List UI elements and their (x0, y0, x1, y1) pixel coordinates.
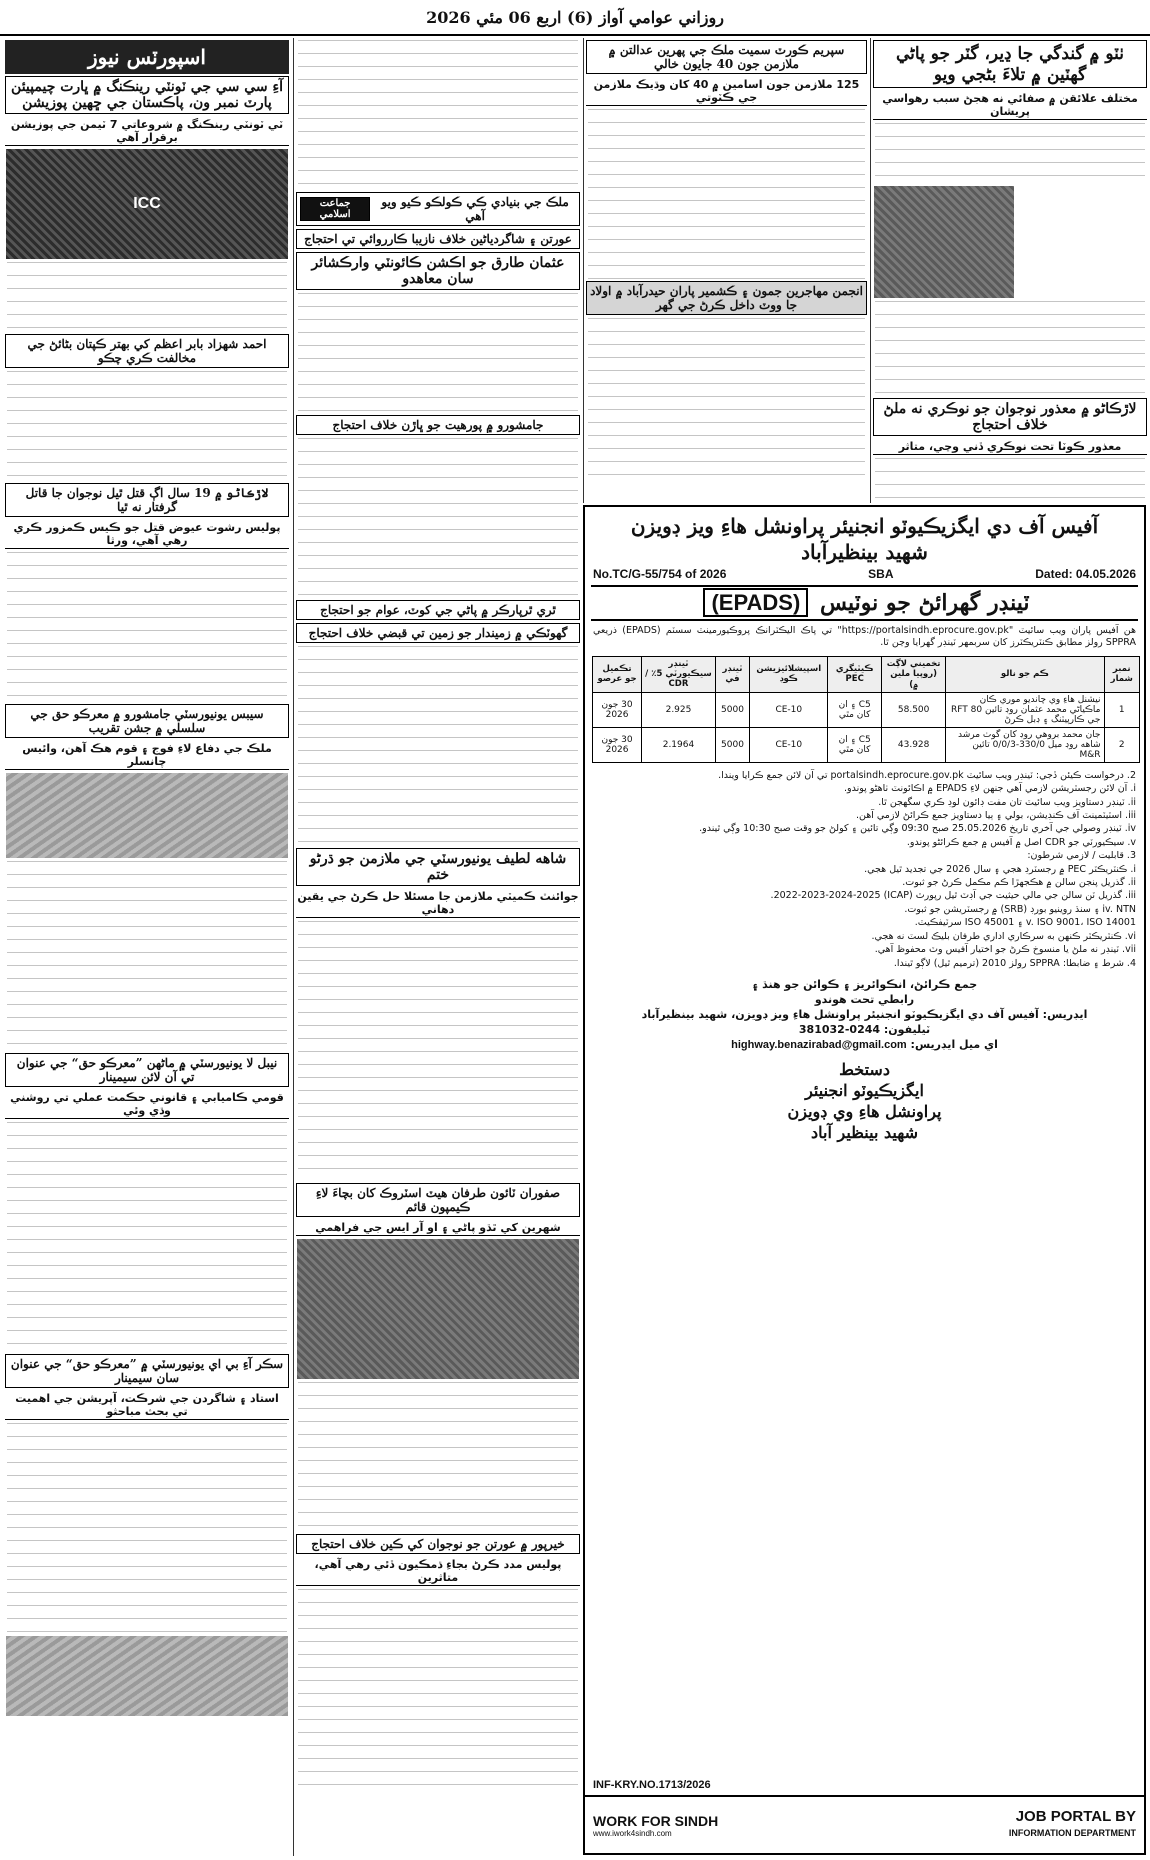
subheadline-khairpur: پوليس مدد ڪرڻ بجاءِ ڌمڪيون ڏئي رهي آهي، متاثرين (296, 1557, 580, 1586)
tender-table-header-cell: نمبر شمار (1104, 656, 1140, 692)
tender-term-item: iv. ٽينڊر وصولي جي آخري تاريخ 25.05.2026 صبح 09:30 وڳي تائين ۽ کولڻ جو وقت صبح 10:30 وڳي ٿيندو. (699, 823, 1136, 835)
headline-usman-tariq (296, 252, 580, 290)
job-portal-text: JOB PORTAL BY (1015, 1808, 1136, 1825)
tender-table-cell: 5000 (715, 727, 749, 762)
photo-drainage (874, 186, 1014, 298)
tender-sign-line2: پراونشل هاءِ وي ڊويزن (787, 1101, 942, 1121)
headline-shah-latif-staff: شاهه لطيف يونيورسٽي جي ملازمن جو ڌرڻو ختم (296, 848, 580, 886)
article-text (298, 1589, 578, 1789)
headline-larkana-murder: لاڙڪاڻو ۾ 19 سال اڳ قتل ٿيل نوجوان جا قاتل گرفتار نه ٿيا (5, 483, 289, 517)
article-text (298, 646, 578, 846)
article-text (298, 293, 578, 413)
tender-intro: هن آفيس پاران ويب سائيٽ "https://portalsindh.eprocure.gov.pk" تي پاڪ اليڪٽرانڪ پروڪيورمينٽ سسٽم (EPADS) ذريعي SPPRA رولز مطابق ڪنٽريڪٽرز کان سربمهر ٽينڊر گهرايا وڃن ٿا. (593, 625, 1136, 649)
article-text (588, 318, 865, 478)
tender-table-cell: جان محمد بروهي روڊ کان گوٺ مرشد شاهه روڊ ميل 330/0-0/0/3 تائين M&R (946, 727, 1104, 762)
tender-email-label: اي ميل ايڊريس: (910, 1037, 998, 1051)
tender-sign-line3: شهيد بينظير آباد (811, 1122, 918, 1142)
tender-term-item: i. آن لائن رجسٽريشن لازمي آهي جنهن لاءِ EPADS ۾ اڪائونٽ ٺاهڻو پوندو. (844, 783, 1136, 795)
tender-table-cell: 58.500 (881, 692, 945, 727)
tender-signature (585, 1059, 1144, 1143)
tender-ref-no: No.TC/G-55/754 of 2026 (593, 567, 727, 581)
headline-usman-line1: عثمان طارق جو اڪشن ڪائونٽي وارڪشائر (311, 255, 565, 271)
tender-term-item: v. سيڪيورٽي جو CDR اصل ۾ آفيس ۾ جمع ڪرائڻو پوندو. (906, 836, 1136, 848)
headline-women-protest: عورتن ۽ شاگردياڻين خلاف نازيبا ڪارروائي تي احتجاج (296, 229, 580, 249)
tender-sba: SBA (868, 567, 894, 581)
article-text (7, 1122, 287, 1352)
column-middle (293, 38, 582, 1856)
headline-ghotki-land: گهوٽڪي ۾ زميندار جو زمين تي قبضي خلاف احتجاج (296, 623, 580, 643)
tender-office-line2: شهيد بينظيرآباد (801, 540, 928, 564)
tender-email (585, 1037, 1144, 1053)
tender-term-item: 3. قابليت / لازمي شرطون: (1027, 850, 1136, 862)
photo-heatstroke-camp (297, 1239, 579, 1379)
tender-table-header-cell: اسپيشلائيزيشن ڪوڊ (750, 656, 828, 692)
tender-table (592, 656, 1140, 763)
photo-cricket-team (6, 149, 288, 259)
tender-sign-label: دستخط (839, 1059, 890, 1079)
tender-term-item: vii. ٽينڊر نه ملڻ يا منسوخ ڪرڻ جو اختيار آفيس وٽ محفوظ آهي. (874, 944, 1136, 956)
subheadline-sbbu: ملڪ جي دفاع لاءِ فوج ۽ قوم هڪ آهن، وائيس چانسلر (5, 741, 289, 770)
article-text (7, 552, 287, 702)
tender-office-line1: آفيس آف دي ايگزيڪيوٽو انجنيئر پراونشل هاءِ ويز ڊويزن (630, 514, 1099, 538)
subheadline-sukkur-iba: استاد ۽ شاگردن جي شرڪت، آپريشن جي اهميت تي بحث مباحثو (5, 1391, 289, 1420)
headline-muhajir-line1: انجمن مهاجرين جمون ۽ ڪشمير پاران حيدرآباد ۾ اولاد (590, 284, 863, 298)
tender-office (585, 513, 1144, 565)
tender-term-item: ii. گذريل پنجن سالن ۾ هڪجهڙا ڪم مڪمل ڪرڻ جو ثبوت. (902, 877, 1136, 889)
tender-table-header-cell: ٽينڊر سيڪيورٽي 5٪ / CDR (642, 656, 716, 692)
headline-country-basis: ملڪ جي بنيادي ڪي ڪولڪو ڪيو ويو آهي (381, 195, 569, 223)
subheadline-larkana-murder: پوليس رشوت عيوض قتل جو ڪيس ڪمزور ڪري رهي آهي، ورثا (5, 520, 289, 549)
article-text (7, 262, 287, 332)
subheadline-shah-latif: جوائنٽ ڪميٽي ملازمن جا مسئلا حل ڪرڻ جي يقين دهاني (297, 890, 579, 916)
tender-table-body (593, 692, 1140, 762)
tender-term-item: v. ISO 9001، ISO 14001 ۽ ISO 45001 سرٽيفڪيٽ. (914, 917, 1136, 929)
headline-safoora-heatstroke: صفوران ٽائون طرفان هيٽ اسٽروڪ کان بچاءَ لاءِ ڪيمپون قائم (296, 1183, 580, 1217)
tender-table-cell: 2.925 (642, 692, 716, 727)
work-for-sindh-url[interactable]: www.iwork4sindh.com (593, 1828, 672, 1838)
subheadline-law-university: قومي ڪاميابي ۽ قانوني حڪمت عملي تي روشني وڌي وئي (5, 1090, 289, 1119)
subheadline-safoora: شهرين کي ٿڌو پاڻي ۽ او آر ايس جي فراهمي (296, 1220, 580, 1236)
tender-notice (583, 505, 1146, 1855)
article-text (875, 123, 1145, 183)
party-tag: جماعت اسلامي (300, 197, 370, 221)
tender-term-item: i. ڪنٽريڪٽر PEC ۾ رجسٽرڊ هجي ۽ سال 2026 جي تجديد ٿيل هجي. (864, 863, 1136, 875)
article-text (7, 861, 287, 1051)
tender-table-cell: C5 ۽ ان کان مٿي (828, 692, 882, 727)
tender-term-item: 4. شرط ۽ ضابطا: SPPRA رولز 2010 (ترميم ٿيل) لاڳو ٿيندا. (893, 957, 1136, 969)
tender-table-cell: CE-10 (750, 692, 828, 727)
tender-term-item: iii. اسٽيٽمينٽ آف ڪنڊيشن، بولي ۽ ٻيا دستاويز جمع ڪرائڻ لازمي آهن. (855, 810, 1136, 822)
article-text (7, 371, 287, 481)
subheadline-thatta: مختلف علائقن ۾ صفائي نه هجڻ سبب رهواسي پريشان (873, 91, 1147, 120)
tender-sign-line1: ايگزيڪيوٽو انجنيئر (805, 1080, 924, 1100)
tender-date: Dated: 04.05.2026 (1035, 567, 1136, 581)
column-third (583, 38, 869, 503)
headline-muhajir-line2: جا ووٽ داخل ڪرڻ جي گهر (655, 298, 798, 312)
tender-phone-label: ٽيليفون: (883, 1022, 931, 1036)
tender-table-cell: 1 (1104, 692, 1140, 727)
article-text (875, 458, 1145, 503)
work-for-sindh-logo (593, 1813, 718, 1838)
tender-footer (585, 1795, 1144, 1853)
tender-contact (585, 977, 1144, 1053)
subheadline-larkana: معذور ڪوٽا تحت نوڪري ڏني وڃي، متاثر (873, 439, 1147, 455)
headline-ahmed-shehzad: احمد شهزاد بابر اعظم کي بهتر ڪپتان بڻائڻ جي مخالفت ڪري چڪو (5, 334, 289, 368)
tender-table-row (593, 727, 1140, 762)
headline-khairpur-protest: خيرپور ۾ عورتن جو نوجوان کي ڪين خلاف احتجاج (296, 1534, 580, 1554)
headline-thar-water: ٿري ٿرپارڪر ۾ پاڻي جي کوٽ، عوام جو احتجاج (296, 600, 580, 620)
tender-table-cell: CE-10 (750, 727, 828, 762)
headline-jamshoro-protest: جامشورو ۾ پورهيت جو ڀاڙن خلاف احتجاج (296, 415, 580, 435)
column-left (3, 38, 291, 1856)
headline-sbbu-event: سيبس يونيورسٽي جامشورو ۾ معرڪو حق جي سلسلي ۾ جشن تقريب (5, 704, 289, 738)
masthead (0, 0, 1150, 36)
work-for-sindh-text: WORK FOR SINDH (593, 1812, 719, 1829)
tender-table-cell: 30 جون 2026 (593, 692, 642, 727)
tender-table-header-cell: تخميني لاڳت (روپيا ملين ۾) (881, 656, 945, 692)
headline-jamaat-box (296, 192, 580, 226)
tender-table-cell: C5 ۽ ان کان مٿي (828, 727, 882, 762)
subheadline-courts: 125 ملازمن جون اسامين ۾ 40 کان وڌيڪ ملازمن جي ڪٽوتي (586, 77, 867, 106)
tender-address (585, 1007, 1144, 1022)
tender-table-cell: 2 (1104, 727, 1140, 762)
tender-title-epads: (EPADS) (703, 588, 808, 617)
tender-term-item: iv. NTN ۽ سنڌ روينيو بورڊ (SRB) ۾ رجسٽريشن جو ثبوت. (904, 903, 1136, 915)
icc-logo-text: ICC (133, 195, 161, 212)
tender-table-header-cell: ٽينڊر في (715, 656, 749, 692)
article-text (298, 438, 578, 598)
article-text (298, 40, 578, 190)
tender-title-text: ٽينڊر گهرائڻ جو نوٽيس (819, 590, 1030, 616)
article-text (588, 109, 865, 279)
tender-phone (585, 1022, 1144, 1037)
sports-news-banner: اسپورٽس نيوز (5, 40, 289, 74)
tender-table-row (593, 692, 1140, 727)
headline-larkana-disabled: لاڙڪاڻو ۾ معذور نوجوان جو نوڪري نه ملڻ خلاف احتجاج (873, 398, 1147, 436)
article-text (875, 301, 1145, 396)
tender-table-header-cell: ڪم جو نالو (946, 656, 1104, 692)
tender-phone-value: 0244-381032 (798, 1022, 881, 1036)
headline-thatta-garbage: ٺٽو ۾ گندگي جا ڍير، گٽر جو پاڻي گهٽين ۾ تلاءَ بڻجي ويو (873, 40, 1147, 88)
tender-table-cell: نيشنل هاءِ وي چانديو موري ڪان ماڪياڻي محمد عثمان روڊ تائين 80 RFT جي ڪارپيٽنگ ۽ ڊبل ڪرڻ (946, 692, 1104, 727)
tender-address-label: ايڊريس: (1042, 1007, 1088, 1021)
article-text (298, 1382, 578, 1532)
subheadline-icc: ٽي ٽونٽي رينڪنگ ۾ شروعاتي 7 ٽيمن جي پوزيشن برقرار آهي (5, 117, 289, 146)
tender-table-cell: 30 جون 2026 (593, 727, 642, 762)
tender-title (591, 585, 1138, 621)
headline-icc-ranking: آءِ سي سي جي ٽونٽي رينڪنگ ۾ ڀارت چيمپيئن پارٽ نمبر ون، پاڪستان جي ڇهين پوزيشن (5, 76, 289, 114)
tender-table-cell: 5000 (715, 692, 749, 727)
masthead-text: روزاني عوامي آواز (6) اربع 06 مئي 2026 (426, 7, 724, 27)
article-text (298, 921, 578, 1181)
tender-terms (585, 767, 1144, 973)
headline-muhajir-kashmir (586, 281, 867, 315)
article-text (7, 1423, 287, 1633)
photo-group (6, 1636, 288, 1716)
tender-inf-number: INF-KRY.NO.1713/2026 (593, 1779, 711, 1791)
tender-address-value: آفيس آف دي ايگزيڪيوٽو انجنيئر پراونشل هاءِ ويز ڊويزن، شهيد بينظيرآباد (641, 1007, 1039, 1021)
headline-sukkur-iba-seminar: سڪر آءِ بي اي يونيورسٽي ۾ ”معرڪو حق“ جي عنوان سان سيمينار (5, 1354, 289, 1388)
tender-table-cell: 43.928 (881, 727, 945, 762)
tender-table-cell: 2.1964 (642, 727, 716, 762)
job-portal-sub: INFORMATION DEPARTMENT (1008, 1828, 1136, 1838)
tender-term-item: iii. گذريل ٽن سالن جي مالي حيثيت جي آڊٽ ٿيل رپورٽ (ICAP) 2022-2023-2024-2025. (770, 890, 1136, 902)
headline-courts-staff: سپريم ڪورٽ سميت ملڪ جي پهرين عدالتن ۾ ملازمن جون 40 جايون خالي (586, 40, 867, 74)
tender-table-header (593, 656, 1140, 692)
tender-contact-line2: رابطي تحت هوندو (814, 992, 915, 1006)
tender-term-item: vi. ڪنٽريڪٽر ڪنهن به سرڪاري اداري طرفان بليڪ لسٽ نه هجي. (871, 930, 1136, 942)
tender-contact-line1: جمع ڪرائڻ، انڪوائريز ۽ ڪوائن جو هنڌ ۽ (751, 977, 978, 991)
tender-term-item: 2. درخواست ڪيئن ڏجي: ٽينڊر ويب سائيٽ portalsindh.eprocure.gov.pk تي آن لائن جمع ڪرايا ويندا. (718, 769, 1136, 781)
headline-usman-line2: سان معاهدو (402, 271, 474, 287)
tender-term-item: ii. ٽينڊر دستاويز ويب سائيٽ تان مفت ڊائون لوڊ ڪري سگهجن ٿا. (878, 796, 1136, 808)
headline-law-university-seminar: نيبل لا يونيورسٽي ۾ ماڻهن ”معرڪو حق“ جي عنوان تي آن لائن سيمينار (5, 1053, 289, 1087)
tender-table-header-cell: تڪميل جو عرصو (593, 656, 642, 692)
photo-university-seminar (6, 773, 288, 858)
tender-email-value[interactable]: highway.benazirabad@gmail.com (731, 1038, 907, 1051)
tender-reference-row (585, 565, 1144, 583)
tender-table-header-cell: ڪيٽيگري PEC (828, 656, 882, 692)
column-right (870, 38, 1149, 503)
job-portal-logo (1009, 1809, 1136, 1841)
